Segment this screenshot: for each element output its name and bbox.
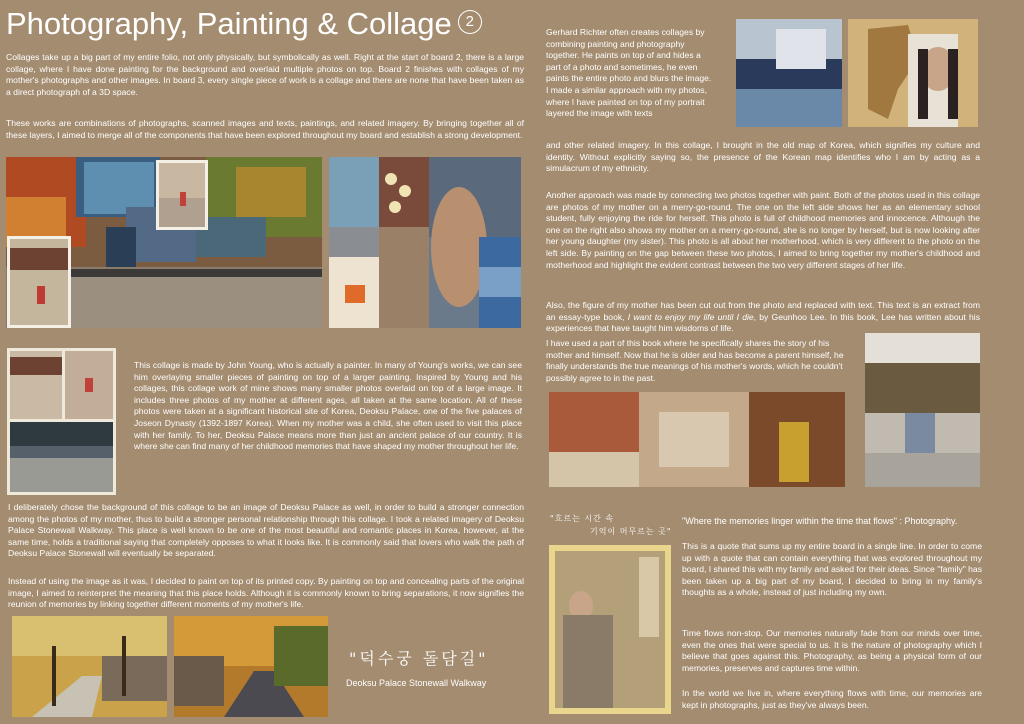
walkway-korean-title: "덕수궁 돌담길" — [349, 649, 489, 668]
english-quote: "Where the memories linger within the time that flows" : Photography. — [682, 516, 958, 526]
merry-go-round-paragraph: Another approach was made by connecting two photos together with paint. Both of the photos used in this collage are photos of my mother on a merry-go-round. The one on the left side shows her as an elementary school student, fully enjoying the ride for herself. This photo is full of childhood memories and innocence. Although the one on the right also shows my mother on a merry-go-round, she is no longer by herself, but is now looking after her young daughter (my sister). This photo is all about her motherhood, which is very different to the photo on the left side. By painting on the gap between these two photos, I aimed to bring together my mother's childhood and motherhood and highlight the evident contrast between the two very different stages of her life. — [546, 190, 980, 270]
title-text: Photography, Painting & Collage — [6, 6, 452, 41]
cutout-paragraph — [546, 300, 980, 335]
mother-childhood-photo — [7, 236, 71, 328]
closing-paragraph: In the world we live in, where everything flows with time, our memories are kept in photographs, just as they've always been. — [682, 688, 982, 710]
book-title: I want to enjoy my life until I die — [627, 311, 754, 322]
korea-map-portrait-collage — [848, 19, 978, 127]
intro-paragraph: Collages take up a big part of my entire folio, not only physically, but symbolically as well. Right at the start of board 2, there is a large collage, where I have done painting for the background and overlaid multiple photos on top. Board 2 finishes with collages of my mother's photographs and other images. In board 3, every single piece of work is a collage and there are none that have been taken as a direct photograph of a 3D space. — [6, 52, 524, 97]
seascape-art — [736, 19, 842, 127]
palace-stairs-photo — [156, 160, 208, 230]
richter-paragraph: Gerhard Richter often creates collages by combining painting and photography together. He paints on top of and hides a part of a photo and sometimes, he even paints the entire photo and blurs the image. I made a similar approach with my photos, where I have painted on top of my portrait layered the image with texts — [546, 27, 712, 119]
time-flows-paragraph: Time flows non-stop. Our memories naturally fade from our minds over time, even the ones that were special to us. It is the nature of photography which I believe that goes against this. Photography, as being a physical form of our memories, preserves and captures time within. — [682, 628, 982, 673]
merry-go-round-collage — [549, 392, 845, 487]
board-number-badge: 2 — [458, 10, 482, 34]
page-title — [6, 6, 482, 42]
merry-go-round-art — [549, 392, 845, 487]
background-paragraph: I deliberately chose the background of this collage to be an image of Deoksu Palace as well, in order to build a stronger connection among the photos of my mother, thus to build a stronger personal relationship through this collage. I took a related imagery of Deoksu Palace Stonewall Walkway. This place is well known to be one of the most beautiful and romantic places in Korea, however, at the same time, holds a traditional saying that completely opposes to what it looks like. It is commonly said that lovers who walk the path of Deoksu Palace Stonewall will eventually be separated. — [8, 502, 524, 559]
stonewall-walkway-photo-1 — [12, 616, 167, 717]
walkway-caption: Deoksu Palace Stonewall Walkway — [346, 678, 487, 688]
cutout-text-end: , by Geunhoo Lee. In this book, Lee has written about his experiences that have taught him wisdoms of life. — [546, 311, 980, 334]
book-story-paragraph: I have used a part of this book where he specifically shares the story of his mother and himself. Now that he is older and has become a parent himself, he finally understands the true meanings of his mother's words, which he couldn't possibly agree to in the past. — [546, 338, 844, 383]
painting-over-paragraph: Instead of using the image as it was, I decided to paint on top of its printed copy. By painting on top and concealing parts of the original image, I aimed to reinterpret the meaning that this place holds. Although it is commonly known to bring separations, it now signifies the reunion of memories by linking together different moments of my mother's life. — [8, 576, 524, 610]
john-young-paragraph: This collage is made by John Young, who is actually a painter. In many of Young's works, we can see him overlaying smaller pieces of painting on top of a larger painting. Inspired by Young and his collages, this collage work of mine shows many smaller photos overlaid on top of a large image. It includes three photos of my mother at different ages, all taken at the same location. All of these photos were taken at a significant historical site of Korea, Deoksu Palace, one of the five palaces of Joseon Dynasty (1392-1897 Korea). When my mother was a child, she often used to visit this place with her family. To her, Deoksu Palace means more than just an ancient palace of our country. It is where she can find many of her childhood memories that have shaped my mother throughout her life. — [134, 360, 522, 452]
korean-quote-line-2: 기억이 머무르는 곳" — [590, 527, 672, 536]
john-young-collage — [7, 348, 116, 495]
map-portrait-art — [848, 19, 978, 127]
nude-painting-collage — [329, 157, 521, 328]
layers-paragraph: These works are combinations of photographs, scanned images and texts, paintings, and related imagery. By bringing together all of these layers, I aimed to merge all of the components that have been explored throughout my board and establish a strong development. — [6, 118, 524, 140]
stonewall-walkway-photo-2 — [174, 616, 328, 717]
korea-seascape-collage — [736, 19, 842, 127]
portrait-quote-frame — [549, 545, 671, 714]
walkway-1-art — [12, 616, 167, 717]
korean-quote-line-1: "흐르는 시간 속 — [550, 514, 615, 523]
blurred-figure-art — [865, 333, 980, 487]
quote-body-paragraph: This is a quote that sums up my entire board in a single line. In order to come up with a quote that can contain everything that was explored throughout my board, I shared this with my family and asked for their ideas. Since "family" has been taken up a big part of my board, I decided to bring in my family's thoughts as a whole, instead of just including my own. — [682, 541, 982, 598]
walkway-2-art — [174, 616, 328, 717]
blurred-figure-photo — [865, 333, 980, 487]
cutout-text-start: Also, the figure of my mother has been cut out from the photo and replaced with text. This text is an extract from an essay-type book, — [546, 300, 980, 322]
richter-continued-paragraph: and other related imagery. In this collage, I brought in the old map of Korea, which signifies my culture and identity. Without explicitly saying so, the presence of the Korean map identifies who I am by acting as a simulacrum of my ethnicity. — [546, 140, 980, 174]
nude-painting-art — [329, 157, 521, 328]
